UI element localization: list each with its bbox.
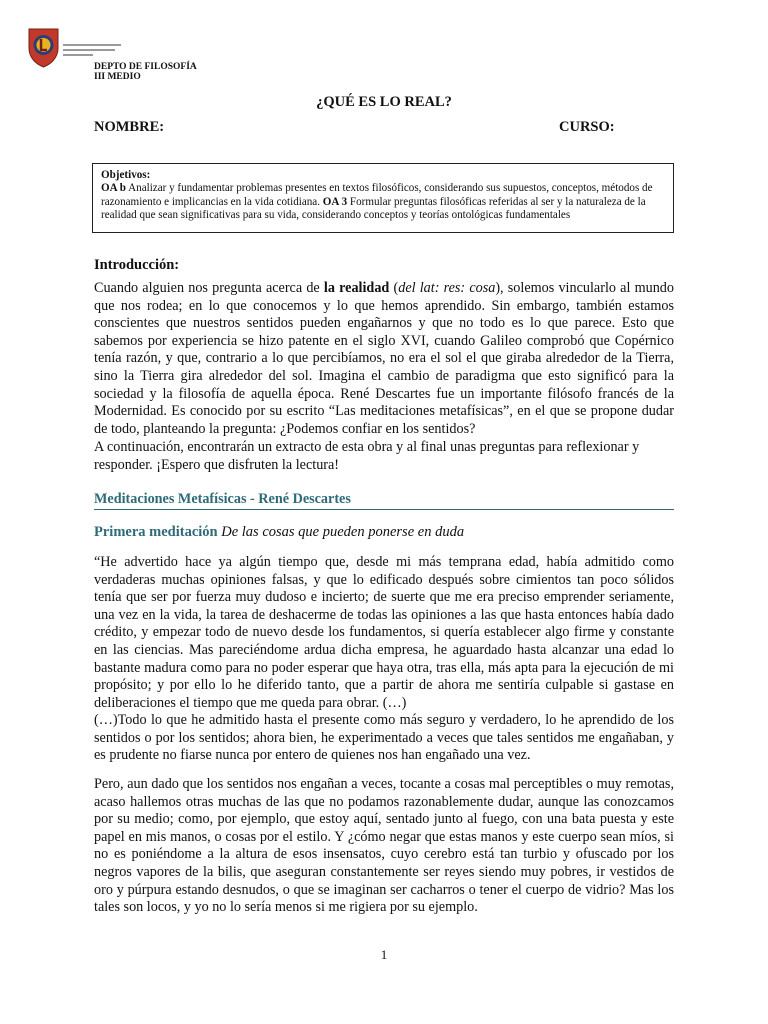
objectives-heading: Objetivos: xyxy=(101,169,151,181)
department-header xyxy=(94,62,197,82)
oa-3-label: OA 3 xyxy=(322,195,348,208)
subsection-heading xyxy=(94,524,464,541)
objectives-box xyxy=(92,163,674,233)
intro-heading: Introducción: xyxy=(94,257,180,273)
section-heading: Meditaciones Metafísicas - René Descartes xyxy=(94,491,674,510)
intro-text-b: ( xyxy=(389,280,399,296)
department-name: DEPTO DE FILOSOFÍA xyxy=(94,62,197,72)
objectives-text xyxy=(101,182,665,222)
school-crest-icon xyxy=(27,26,60,68)
oa-3-text: Formular preguntas filosóficas referidas al ser y la naturaleza de la realidad que sean significativas para su vida, considerando conceptos y teorías ontológicas fundamentales xyxy=(101,195,646,221)
course-label: CURSO: xyxy=(559,119,615,135)
name-label: NOMBRE: xyxy=(94,119,165,135)
meditation-label: Primera meditación xyxy=(94,524,218,540)
oa-b-text: Analizar y fundamentar problemas presentes en textos filosóficos, considerando sus supuestos, conceptos, métodos de razonamiento e implicancias en la vida cotidiana. xyxy=(101,182,653,208)
quote-paragraph-2: (…)Todo lo que he admitido hasta el presente como más seguro y verdadero, lo he aprendido de los sentidos o por los sentidos; ahora bien, he experimentado a veces que tales sentidos me engañaban, y es prudente no fiarse nunca por entero de quienes nos han engañado una vez. xyxy=(94,712,674,764)
quote-paragraph-3: Pero, aun dado que los sentidos nos engañan a veces, tocante a cosas mal perceptibles o muy remotas, acaso hallemos otras muchas de las que no podamos razonablemente dudar, aunque las conozcamos por su medio; como, por ejemplo, que estoy aquí, sentado junto al fuego, con una bata puesta y este papel en mis manos, o cosas por el estilo. Y ¿cómo negar que estas manos y este cuerpo sean míos, si no es poniéndome a la altura de esos insensatos, cuyo cerebro está tan turbio y ofuscado por los negros vapores de la bilis, que aseguran constantemente ser reyes siendo muy pobres, ir vestidos de oro y púrpura estando desnudos, o que se imaginan ser cacharros o tener el cuerpo de vidrio? Mas los tales son locos, y yo no lo sería menos si me rigiera por su ejemplo. xyxy=(94,776,674,916)
school-name-lines xyxy=(63,44,123,59)
intro-text-a: Cuando alguien nos pregunta acerca de xyxy=(94,280,324,296)
intro-text-c: ), solemos vincularlo al mundo que nos rodea; en lo que conocemos y lo que hemos aprendido. Sin embargo, también estamos conscientes que nuestros sentidos pueden engañarnos y que no todo es lo que parece. Esto que sabemos por experiencia se hizo patente en el siglo XVI, cuando Galileo comprobó que Copérnico tenía razón, y que, contrario a lo que percibíamos, no era el sol el que giraba alrededor de la Tierra, sino la Tierra gira alrededor del sol. Imagina el cambio de paradigma que esto significó para la sociedad y la filosofía de aquella época. René Descartes fue un importante filósofo francés de la Modernidad. Es conocido por su escrito “Las meditaciones metafísicas”, en el que se propone dudar de todo, planteando la pregunta: ¿Podemos confiar en los sentidos? xyxy=(94,280,674,437)
page-title: ¿QUÉ ES LO REAL? xyxy=(316,94,452,110)
intro-bold: la realidad xyxy=(323,280,390,296)
page-number: 1 xyxy=(380,947,388,962)
intro-paragraph xyxy=(94,280,674,438)
quote-paragraph-1: “He advertido hace ya algún tiempo que, desde mi más temprana edad, había admitido como verdaderas muchas opiniones falsas, y que lo edificado después sobre cimientos tan poco sólidos tenía que ser por fuerza muy dudoso e incierto; de suerte que me era preciso emprender seriamente, una vez en la vida, la tarea de deshacerme de todas las opiniones a las que hasta entonces había dado crédito, y empezar todo de nuevo desde los fundamentos, si quería establecer algo firme y constante en las ciencias. Mas pareciéndome ardua dicha empresa, he aguardado hasta alcanzar una edad lo bastante madura como para no poder esperar que haya otra, tras ella, más apta para la ejecución de mi propósito; y por ello lo he diferido tanto, que a partir de ahora me sentiría culpable si gastase en deliberaciones el tiempo que me queda para obrar. (…) xyxy=(94,554,674,711)
grade-level: III MEDIO xyxy=(94,72,141,82)
intro-paragraph-2: A continuación, encontrarán un extracto de esta obra y al final unas preguntas para reflexionar y responder. ¡Espero que disfruten la lectura! xyxy=(94,439,640,473)
intro-italic: del lat: res: cosa xyxy=(398,280,496,296)
oa-b-label: OA b xyxy=(101,182,126,195)
meditation-subtitle: De las cosas que pueden ponerse en duda xyxy=(217,524,465,540)
